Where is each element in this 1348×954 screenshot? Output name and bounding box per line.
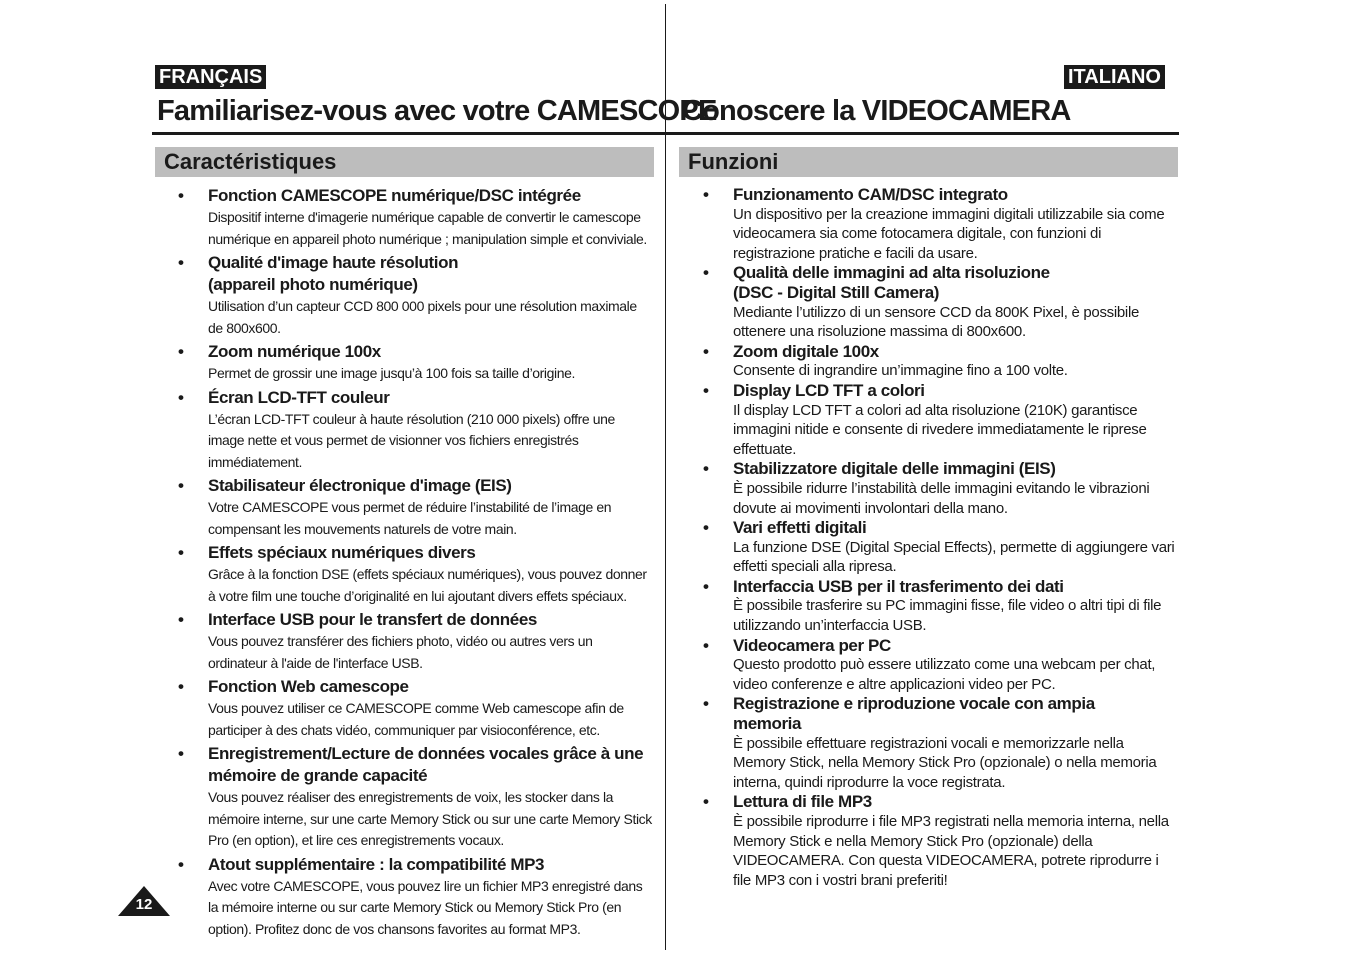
feature-item: [178, 743, 654, 852]
bullet-icon: •: [178, 744, 184, 763]
feature-description: Mediante l’utilizzo di un sensore CCD da 800K Pixel, è possibile ottenere una risoluzione massima di 800x600.: [733, 303, 1140, 341]
feature-title: Display LCD TFT a colori: [733, 380, 925, 400]
feature-item: [178, 387, 654, 474]
feature-item: [703, 792, 1179, 890]
feature-item: [178, 609, 654, 674]
feature-description: Consente di ingrandire un’immagine fino a 100 volte.: [733, 362, 1068, 380]
feature-item: [703, 342, 1179, 381]
feature-description: Il display LCD TFT a colori ad alta risoluzione (210K) garantisce immagini nitide e consente di rivedere immediatamente le riprese effettuate.: [733, 401, 1147, 458]
feature-item: [703, 694, 1179, 792]
title-underline: [152, 132, 1179, 135]
feature-title: Stabilizzatore digitale delle immagini (EIS): [733, 459, 1056, 479]
bullet-icon: •: [178, 253, 184, 272]
feature-title: Fonction CAMESCOPE numérique/DSC intégrée: [208, 186, 581, 205]
feature-description: Vous pouvez utiliser ce CAMESCOPE comme Web camescope afin de participer à des chats vidéo, communiquer par visioconférence, etc.: [208, 700, 624, 738]
bullet-icon: •: [178, 854, 184, 874]
bullet-icon: •: [703, 380, 709, 400]
bullet-icon: •: [703, 263, 709, 283]
bullet-icon: •: [178, 610, 184, 629]
feature-title: Qualità delle immagini ad alta risoluzione (DSC - Digital Still Camera): [733, 263, 1050, 302]
section-header-italian: [679, 147, 1178, 177]
feature-description: Vous pouvez transférer des fichiers photo, vidéo ou autres vers un ordinateur à l'aide de l'interface USB.: [208, 633, 593, 671]
feature-description: La funzione DSE (Digital Special Effects), permette di aggiungere vari effetti speciali alla ripresa.: [733, 538, 1175, 576]
feature-description: È possibile effettuare registrazioni vocali e memorizzarle nella Memory Stick, nella Memory Stick Pro (opzionale) o nella memoria interna, quindi riprodurre la voce registrata.: [733, 734, 1157, 791]
feature-description: Votre CAMESCOPE vous permet de réduire l’instabilité de l’image en compensant les mouvements naturels de votre main.: [208, 499, 612, 537]
page-number: 12: [135, 896, 153, 913]
bullet-icon: •: [703, 459, 709, 479]
feature-item: [703, 381, 1179, 459]
feature-item: [178, 542, 654, 607]
bullet-icon: •: [178, 677, 184, 696]
feature-description: Dispositif interne d'imagerie numérique capable de convertir le camescope numérique en appareil photo numérique ; manipulation simple et conviviale.: [208, 209, 647, 247]
bullet-icon: •: [703, 792, 709, 812]
bullet-icon: •: [178, 186, 184, 205]
bullet-icon: •: [703, 185, 709, 204]
feature-list-italian: [703, 185, 1179, 890]
language-label-italian: ITALIANO: [1064, 65, 1165, 89]
page-title-french: Familiarisez-vous avec votre CAMESCOPE: [157, 95, 717, 127]
bullet-icon: •: [178, 342, 184, 361]
feature-title: Funzionamento CAM/DSC integrato: [733, 185, 1008, 204]
feature-description: È possibile ridurre l’instabilità delle immagini evitando le vibrazioni dovute ai movimenti involontari della mano.: [733, 479, 1150, 517]
section-title-italian: Funzioni: [688, 149, 779, 174]
bullet-icon: •: [703, 694, 709, 714]
feature-description: Questo prodotto può essere utilizzato come una webcam per chat, video conferenze e altre applicazioni video per PC.: [733, 656, 1156, 693]
feature-title: Registrazione e riproduzione vocale con ampia memoria: [733, 694, 1095, 734]
feature-item: [178, 252, 654, 339]
bullet-icon: •: [703, 341, 709, 361]
feature-title: Lettura di file MP3: [733, 792, 872, 812]
feature-item: [703, 185, 1179, 263]
feature-description: Utilisation d’un capteur CCD 800 000 pixels pour une résolution maximale de 800x600.: [208, 298, 637, 336]
feature-title: Qualité d'image haute résolution (appareil photo numérique): [208, 253, 459, 294]
feature-description: L’écran LCD-TFT couleur à haute résolution (210 000 pixels) offre une image nette et vous permet de visionner vos fichiers enregistrés immédiatement.: [208, 410, 615, 470]
feature-title: Vari effetti digitali: [733, 518, 867, 538]
feature-title: Stabilisateur électronique d'image (EIS): [208, 476, 512, 495]
feature-item: [178, 854, 654, 941]
feature-item: [703, 636, 1179, 695]
feature-item: [178, 475, 654, 540]
feature-item: [703, 459, 1179, 518]
feature-title: Zoom numérique 100x: [208, 342, 381, 361]
bullet-icon: •: [178, 476, 184, 495]
bullet-icon: •: [178, 543, 184, 562]
feature-item: [703, 518, 1179, 577]
feature-description: È possibile trasferire su PC immagini fisse, file video o altri tipi di file utilizzando un’interfaccia USB.: [733, 597, 1162, 635]
center-divider: [665, 4, 666, 950]
feature-description: Permet de grossir une image jusqu’à 100 fois sa taille d’origine.: [208, 365, 575, 381]
section-header-french: [155, 147, 654, 177]
feature-description: Vous pouvez réaliser des enregistrements de voix, les stocker dans la mémoire interne, sur une carte Memory Stick ou sur une carte Memory Stick Pro (en option), et lire ces enregistrements vocaux.: [208, 789, 652, 848]
bullet-icon: •: [178, 387, 184, 407]
feature-title: Atout supplémentaire : la compatibilité MP3: [208, 854, 545, 874]
bullet-icon: •: [703, 576, 709, 596]
language-label-french: FRANÇAIS: [155, 65, 266, 89]
page-title-italian: Conoscere la VIDEOCAMERA: [682, 95, 1071, 127]
feature-list-french: [178, 185, 654, 942]
feature-description: Avec votre CAMESCOPE, vous pouvez lire un fichier MP3 enregistré dans la mémoire interne ou sur carte Memory Stick ou Memory Stick Pro (en option). Profitez donc de vos chansons favorites au format MP3.: [208, 877, 643, 937]
section-title-french: Caractéristiques: [164, 149, 337, 174]
feature-item: [178, 341, 654, 385]
feature-description: È possibile riprodurre i file MP3 registrati nella memoria interna, nella Memory Stick e nella Memory Stick Pro (opzionale) della VIDEOCAMERA. Con questa VIDEOCAMERA, potrete riprodurre i file MP3 con i vostri brani preferiti!: [733, 813, 1169, 889]
feature-item: [178, 185, 654, 250]
feature-item: [178, 676, 654, 741]
feature-title: Interfaccia USB per il trasferimento dei dati: [733, 576, 1064, 596]
bullet-icon: •: [703, 635, 709, 655]
feature-title: Interface USB pour le transfert de données: [208, 610, 537, 629]
feature-title: Enregistrement/Lecture de données vocales grâce à une mémoire de grande capacité: [208, 744, 644, 785]
feature-title: Effets spéciaux numériques divers: [208, 543, 476, 562]
feature-description: Un dispositivo per la creazione immagini digitali utilizzabile sia come videocamera sia come fotocamera digitale, con funzioni di registrazione pratiche e facili da usare.: [733, 205, 1165, 262]
feature-description: Grâce à la fonction DSE (effets spéciaux numériques), vous pouvez donner à votre film une touche d’originalité en lui ajoutant divers effets spéciaux.: [208, 566, 647, 604]
feature-title: Écran LCD-TFT couleur: [208, 387, 390, 407]
feature-item: [703, 263, 1179, 341]
feature-title: Videocamera per PC: [733, 635, 891, 655]
feature-title: Fonction Web camescope: [208, 677, 409, 696]
bullet-icon: •: [703, 518, 709, 538]
feature-item: [703, 577, 1179, 636]
feature-title: Zoom digitale 100x: [733, 341, 879, 361]
